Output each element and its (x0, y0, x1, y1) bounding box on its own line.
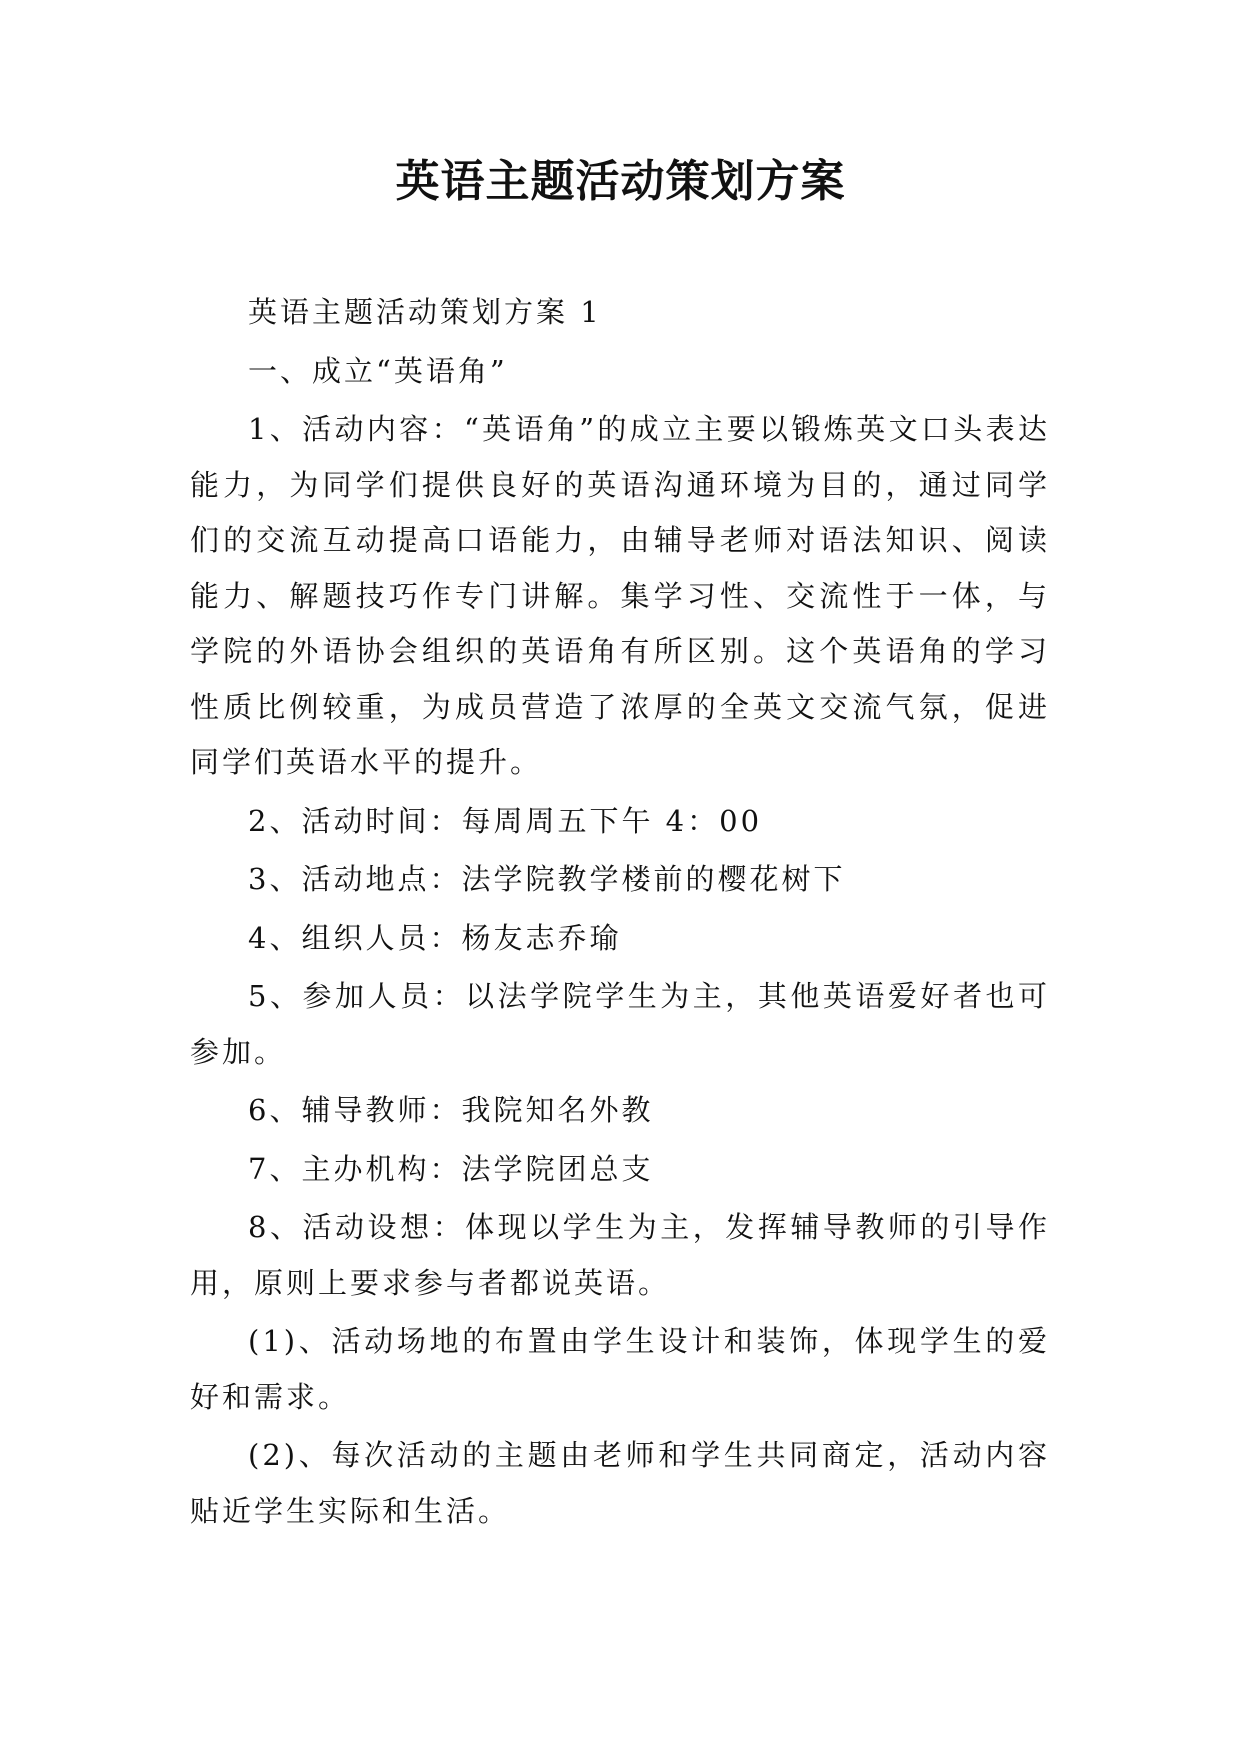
document-title: 英语主题活动策划方案 (395, 156, 846, 207)
paragraph-activity-plan: 8、活动设想：体现以学生为主，发挥辅导教师的引导作用，原则上要求参与者都说英语。 (190, 1210, 1050, 1300)
paragraph-plan-item-1: (1)、活动场地的布置由学生设计和装饰，体现学生的爱好和需求。 (190, 1324, 1050, 1414)
paragraph-organizers: 4、组织人员：杨友志乔瑜 (248, 920, 622, 955)
paragraph-tutors: 6、辅导教师：我院知名外教 (248, 1093, 654, 1127)
section-heading: 英语主题活动策划方案 1 (248, 295, 602, 329)
paragraph-activity-location: 3、活动地点：法学院教学楼前的樱花树下 (248, 862, 846, 896)
paragraph-host: 7、主办机构：法学院团总支 (248, 1151, 654, 1186)
subsection-heading: 一、成立“英语角” (248, 353, 508, 388)
paragraph-activity-content: 1、活动内容：“英语角”的成立主要以锻炼英文口头表达能力，为同学们提供良好的英语沟通环境为目的，通过同学们的交流互动提高口语能力，由辅导老师对语法知识、阅读能力、解题技巧作专门讲解。集学习性、交流性于一体，与学院的外语协会组织的英语角有所区别。这个英语角的学习性质比例较重，为成员营造了浓厚的全英文交流气氛，促进同学们英语水平的提升。 (190, 412, 1050, 779)
document-body (190, 285, 1050, 1542)
paragraph-activity-time: 2、活动时间：每周周五下午 4：00 (248, 803, 763, 838)
paragraph-participants: 5、参加人员：以法学院学生为主，其他英语爱好者也可参加。 (190, 979, 1050, 1069)
paragraph-plan-item-2: (2)、每次活动的主题由老师和学生共同商定，活动内容贴近学生实际和生活。 (190, 1438, 1050, 1528)
